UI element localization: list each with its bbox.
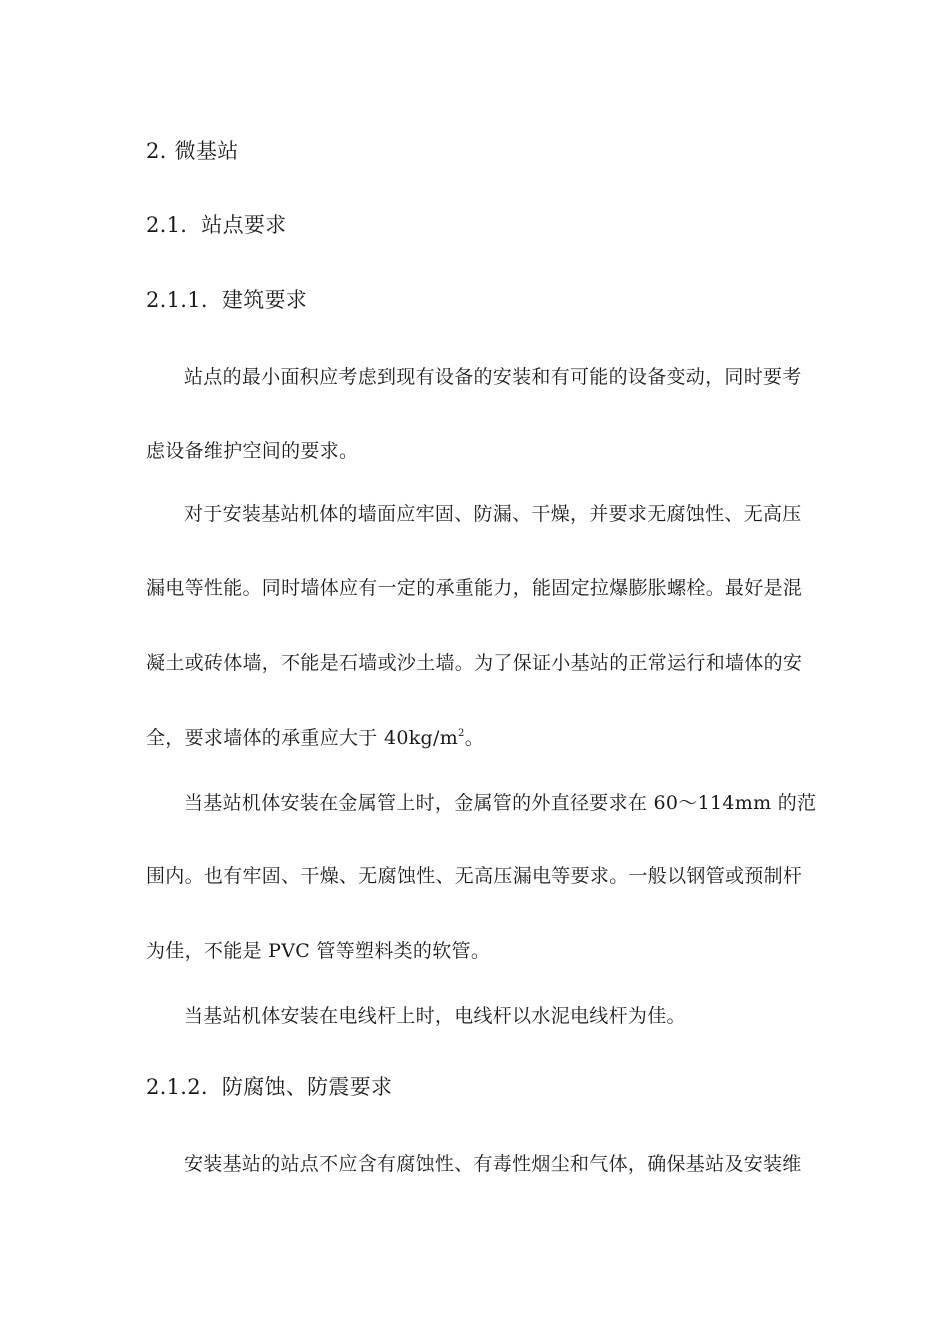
- heading-title: 建筑要求: [221, 288, 308, 312]
- paragraph-line: 围内。也有牢固、干燥、无腐蚀性、无高压漏电等要求。一般以钢管或预制杆: [146, 865, 803, 887]
- heading-number: 2.1.: [146, 213, 188, 237]
- paragraph-line: 为佳，不能是 PVC 管等塑料类的软管。: [146, 940, 491, 962]
- heading-title: 站点要求: [201, 213, 287, 237]
- paragraph-line: 站点的最小面积应考虑到现有设备的安装和有可能的设备变动，同时要考: [184, 366, 802, 388]
- superscript: 2: [458, 728, 465, 739]
- heading-level-3: [146, 1074, 796, 1100]
- heading-level-3: [146, 287, 796, 313]
- paragraph-line: 当基站机体安装在电线杆上时，电线杆以水泥电线杆为佳。: [184, 1005, 686, 1027]
- heading-level-2: [146, 212, 796, 238]
- heading-level-1: [146, 138, 796, 164]
- line-text: 全，要求墙体的承重应大于 40kg/m: [146, 727, 459, 749]
- heading-title: 微基站: [174, 139, 239, 163]
- heading-number: 2.1.2.: [146, 1075, 208, 1099]
- heading-number: 2.: [146, 139, 167, 163]
- paragraph-line: [146, 725, 796, 751]
- paragraph-line: 凝土或砖体墙，不能是石墙或沙土墙。为了保证小基站的正常运行和墙体的安: [146, 652, 803, 674]
- paragraph-line: 漏电等性能。同时墙体应有一定的承重能力，能固定拉爆膨胀螺栓。最好是混: [146, 577, 803, 599]
- paragraph-line: 安装基站的站点不应含有腐蚀性、有毒性烟尘和气体，确保基站及安装维: [184, 1153, 802, 1175]
- paragraph-line: 当基站机体安装在金属管上时，金属管的外直径要求在 60～114mm 的范: [184, 792, 817, 814]
- paragraph-line: 虑设备维护空间的要求。: [146, 440, 359, 462]
- heading-title: 防腐蚀、防震要求: [221, 1075, 393, 1099]
- heading-number: 2.1.1.: [146, 288, 208, 312]
- paragraph-line: 对于安装基站机体的墙面应牢固、防漏、干燥，并要求无腐蚀性、无高压: [184, 503, 802, 525]
- line-end: 。: [464, 727, 484, 749]
